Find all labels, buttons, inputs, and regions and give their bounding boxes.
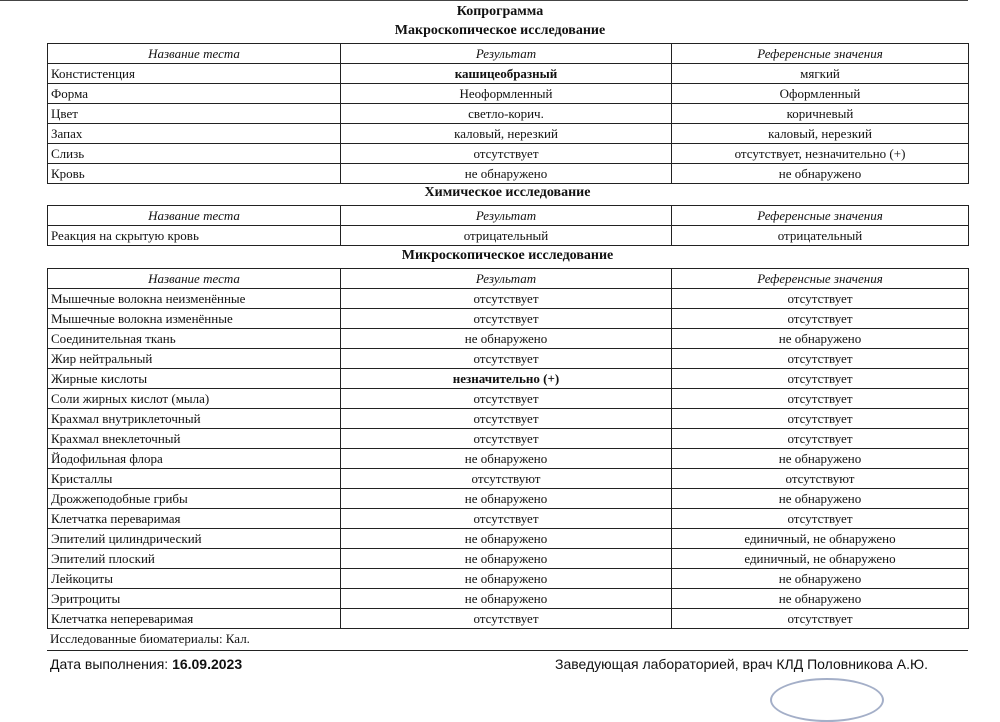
result-cell: кашицеобразный bbox=[341, 64, 672, 84]
test-name-cell: Слизь bbox=[48, 144, 341, 164]
result-cell: отрицательный bbox=[341, 226, 672, 246]
table-row bbox=[48, 569, 969, 589]
header-result: Результат bbox=[341, 206, 672, 226]
test-name-cell: Лейкоциты bbox=[48, 569, 341, 589]
header-test-name: Название теста bbox=[48, 269, 341, 289]
chem-table-body bbox=[48, 226, 969, 246]
result-cell: не обнаружено bbox=[341, 329, 672, 349]
result-cell: не обнаружено bbox=[341, 164, 672, 184]
table-row bbox=[48, 529, 969, 549]
reference-cell: отсутствует, незначительно (+) bbox=[672, 144, 969, 164]
table-row bbox=[48, 164, 969, 184]
table-row bbox=[48, 329, 969, 349]
reference-cell: отсутствует bbox=[672, 289, 969, 309]
result-cell: светло-корич. bbox=[341, 104, 672, 124]
reference-cell: отсутствует bbox=[672, 409, 969, 429]
reference-cell: отсутствует bbox=[672, 309, 969, 329]
result-cell: отсутствует bbox=[341, 509, 672, 529]
test-name-cell: Жир нейтральный bbox=[48, 349, 341, 369]
result-cell: не обнаружено bbox=[341, 589, 672, 609]
table-row bbox=[48, 309, 969, 329]
reference-cell: отсутствует bbox=[672, 389, 969, 409]
macro-table-body bbox=[48, 64, 969, 184]
reference-cell: не обнаружено bbox=[672, 449, 969, 469]
table-row bbox=[48, 144, 969, 164]
test-name-cell: Йодофильная флора bbox=[48, 449, 341, 469]
table-row bbox=[48, 124, 969, 144]
section-title-micro: Микроскопическое исследование bbox=[401, 248, 614, 263]
reference-cell: отсутствует bbox=[672, 429, 969, 449]
micro-table-body bbox=[48, 289, 969, 629]
result-cell: не обнаружено bbox=[341, 569, 672, 589]
test-name-cell: Крахмал внутриклеточный bbox=[48, 409, 341, 429]
reference-cell: единичный, не обнаружено bbox=[672, 529, 969, 549]
reference-cell: отсутствует bbox=[672, 609, 969, 629]
chem-table bbox=[47, 205, 969, 246]
reference-cell: не обнаружено bbox=[672, 569, 969, 589]
result-cell: не обнаружено bbox=[341, 529, 672, 549]
result-cell: отсутствует bbox=[341, 309, 672, 329]
table-row bbox=[48, 549, 969, 569]
test-name-cell: Эритроциты bbox=[48, 589, 341, 609]
execution-date bbox=[50, 656, 242, 672]
result-cell: Неоформленный bbox=[341, 84, 672, 104]
reference-cell: отсутствуют bbox=[672, 469, 969, 489]
result-cell: каловый, нерезкий bbox=[341, 124, 672, 144]
reference-cell: отсутствует bbox=[672, 509, 969, 529]
table-row bbox=[48, 369, 969, 389]
reference-cell: отрицательный bbox=[672, 226, 969, 246]
test-name-cell: Запах bbox=[48, 124, 341, 144]
test-name-cell: Клетчатка непереваримая bbox=[48, 609, 341, 629]
micro-table bbox=[47, 268, 969, 629]
table-row bbox=[48, 64, 969, 84]
result-cell: отсутствует bbox=[341, 389, 672, 409]
table-header-row bbox=[48, 269, 969, 289]
test-name-cell: Соединительная ткань bbox=[48, 329, 341, 349]
table-row bbox=[48, 104, 969, 124]
table-row bbox=[48, 389, 969, 409]
test-name-cell: Соли жирных кислот (мыла) bbox=[48, 389, 341, 409]
result-cell: отсутствуют bbox=[341, 469, 672, 489]
section-title-macro: Макроскопическое исследование bbox=[394, 23, 606, 38]
header-result: Результат bbox=[341, 269, 672, 289]
reference-cell: отсутствует bbox=[672, 369, 969, 389]
table-row bbox=[48, 589, 969, 609]
reference-cell: единичный, не обнаружено bbox=[672, 549, 969, 569]
table-header-row bbox=[48, 44, 969, 64]
reference-cell: каловый, нерезкий bbox=[672, 124, 969, 144]
result-cell: отсутствует bbox=[341, 429, 672, 449]
test-name-cell: Кровь bbox=[48, 164, 341, 184]
header-reference: Референсные значения bbox=[672, 206, 969, 226]
table-row bbox=[48, 226, 969, 246]
section-title-chem: Химическое исследование bbox=[424, 185, 591, 200]
header-test-name: Название теста bbox=[48, 44, 341, 64]
header-test-name: Название теста bbox=[48, 206, 341, 226]
test-name-cell: Эпителий плоский bbox=[48, 549, 341, 569]
result-cell: не обнаружено bbox=[341, 549, 672, 569]
table-row bbox=[48, 429, 969, 449]
table-row bbox=[48, 449, 969, 469]
test-name-cell: Клетчатка переваримая bbox=[48, 509, 341, 529]
stamp-seal bbox=[770, 678, 884, 722]
test-name-cell: Эпителий цилиндрический bbox=[48, 529, 341, 549]
footer-divider bbox=[47, 650, 968, 651]
result-cell: отсутствует bbox=[341, 144, 672, 164]
result-cell: отсутствует bbox=[341, 609, 672, 629]
table-row bbox=[48, 509, 969, 529]
test-name-cell: Цвет bbox=[48, 104, 341, 124]
test-name-cell: Мышечные волокна неизменённые bbox=[48, 289, 341, 309]
biomaterial-note: Исследованные биоматериалы: Кал. bbox=[50, 631, 250, 646]
table-row bbox=[48, 609, 969, 629]
table-header-row bbox=[48, 206, 969, 226]
reference-cell: не обнаружено bbox=[672, 589, 969, 609]
execution-date-label: Дата выполнения: bbox=[50, 656, 169, 672]
table-row bbox=[48, 489, 969, 509]
table-row bbox=[48, 349, 969, 369]
header-reference: Референсные значения bbox=[672, 269, 969, 289]
reference-cell: Оформленный bbox=[672, 84, 969, 104]
table-row bbox=[48, 469, 969, 489]
test-name-cell: Форма bbox=[48, 84, 341, 104]
test-name-cell: Кристаллы bbox=[48, 469, 341, 489]
table-row bbox=[48, 409, 969, 429]
table-row bbox=[48, 84, 969, 104]
reference-cell: отсутствует bbox=[672, 349, 969, 369]
header-result: Результат bbox=[341, 44, 672, 64]
table-row bbox=[48, 289, 969, 309]
report-title: Копрограмма bbox=[456, 4, 544, 19]
result-cell: отсутствует bbox=[341, 349, 672, 369]
top-border-line bbox=[0, 0, 968, 1]
header-reference: Референсные значения bbox=[672, 44, 969, 64]
test-name-cell: Реакция на скрытую кровь bbox=[48, 226, 341, 246]
signature-line: Заведующая лабораторией, врач КЛД Половникова А.Ю. bbox=[555, 656, 929, 672]
result-cell: отсутствует bbox=[341, 289, 672, 309]
test-name-cell: Дрожжеподобные грибы bbox=[48, 489, 341, 509]
result-cell: не обнаружено bbox=[341, 489, 672, 509]
execution-date-value: 16.09.2023 bbox=[172, 656, 243, 672]
reference-cell: не обнаружено bbox=[672, 164, 969, 184]
reference-cell: не обнаружено bbox=[672, 329, 969, 349]
result-cell: отсутствует bbox=[341, 409, 672, 429]
result-cell: незначительно (+) bbox=[341, 369, 672, 389]
test-name-cell: Мышечные волокна изменённые bbox=[48, 309, 341, 329]
result-cell: не обнаружено bbox=[341, 449, 672, 469]
reference-cell: коричневый bbox=[672, 104, 969, 124]
test-name-cell: Констистенция bbox=[48, 64, 341, 84]
reference-cell: мягкий bbox=[672, 64, 969, 84]
macro-table bbox=[47, 43, 969, 184]
test-name-cell: Крахмал внеклеточный bbox=[48, 429, 341, 449]
reference-cell: не обнаружено bbox=[672, 489, 969, 509]
test-name-cell: Жирные кислоты bbox=[48, 369, 341, 389]
